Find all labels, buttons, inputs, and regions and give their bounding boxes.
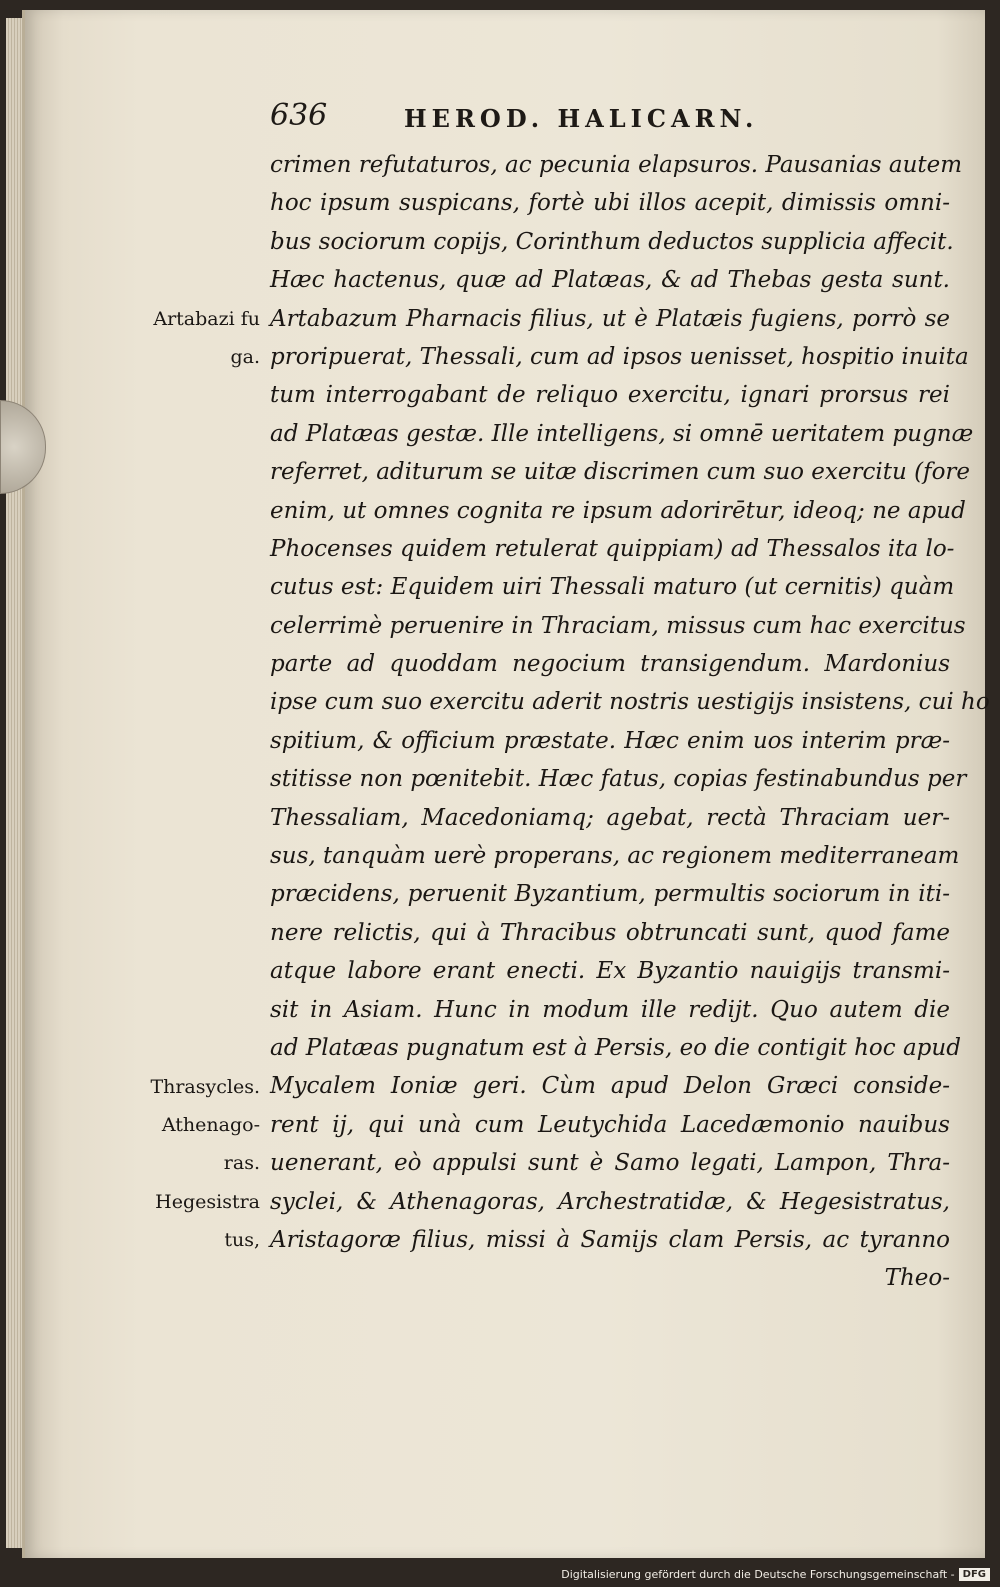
text-line: stitisse non pœnitebit. Hæc fatus, copias festinabundus per [270,766,967,793]
running-head: HEROD. HALICARN. [404,104,759,133]
text-line: tum interrogabant de reliquo exercitu, ignari prorsus rei [270,382,950,409]
text-line: Thessaliam, Macedoniamq; agebat, rectà Thraciam uer- [270,804,950,831]
text-line: ad Platæas pugnatum est à Persis, eo die contigit hoc apud [270,1034,961,1061]
credit-text: Digitalisierung gefördert durch die Deutsche Forschungsgemeinschaft - [561,1568,955,1581]
text-line: nere relictis, qui à Thracibus obtruncati sunt, quod fame [270,919,950,946]
text-body [270,146,990,1298]
text-line: præcidens, peruenit Byzantium, permultis sociorum in iti- [270,881,950,908]
margin-note: Athenago- [161,1114,260,1136]
text-line: atque labore erant enecti. Ex Byzantio nauigijs transmi- [270,958,950,985]
dfg-logo: DFG [959,1568,990,1581]
text-line: uenerant, eò appulsi sunt è Samo legati, Lampon, Thra- [270,1150,950,1177]
page-number: 636 [270,98,328,133]
text-line: syclei, & Athenagoras, Archestratidæ, & Hegesistratus, [270,1188,950,1215]
text-line: proripuerat, Thessali, cum ad ipsos uenisset, hospitio inuita [270,343,969,370]
text-line: cutus est: Equidem uiri Thessali maturo (ut cernitis) quàm [270,574,955,601]
margin-note: Artabazi fu [153,307,260,330]
text-line: sus, tanquàm uerè properans, ac regionem mediterraneam [270,843,960,870]
text-line: rent ij, qui unà cum Leutychida Lacedæmonio nauibus [270,1111,950,1138]
text-line: Hæc hactenus, quæ ad Platæas, & ad Thebas gesta sunt. [270,267,950,294]
text-line: referret, aditurum se uitæ discrimen cum suo exercitu (fore [270,459,971,486]
text-line: crimen refutaturos, ac pecunia elapsuros. Pausanias autem [270,152,963,178]
text-line: parte ad quoddam negocium transigendum. Mardonius [270,651,950,678]
digitization-credit [561,1568,990,1581]
margin-note: ras. [223,1152,260,1175]
text-line: spitium, & officium præstate. Hæc enim uos interim præ- [270,727,950,754]
text-line: hoc ipsum suspicans, fortè ubi illos acepit, dimissis omni- [270,190,950,217]
page-header [270,98,950,142]
text-line: sit in Asiam. Hunc in modum ille redijt. Quo autem die [270,996,950,1023]
margin-note: Thrasycles. [150,1075,260,1098]
text-line: enim, ut omnes cognita re ipsum adorirētur, ideoq; ne apud [270,497,966,524]
text-line: bus sociorum copijs, Corinthum deductos supplicia affecit. [270,228,954,255]
margin-note: ga. [230,346,260,368]
text-line: celerrimè peruenire in Thraciam, missus cum hac exercitus [270,612,966,639]
text-line: Artabazum Pharnacis filius, ut è Platæis fugiens, porrò se [270,305,950,332]
text-line: ad Platæas gestæ. Ille intelligens, si omnē ueritatem pugnæ [270,420,974,447]
margin-note: tus, [224,1229,260,1252]
text-line: Phocenses quidem retulerat quippiam) ad Thessalos ita lo- [270,535,955,562]
text-line: Mycalem Ioniæ geri. Cùm apud Delon Græci conside- [270,1073,950,1100]
margin-note: Hegesistra [155,1190,260,1213]
text-line: ipse cum suo exercitu aderit nostris uestigijs insistens, cui ho [270,689,990,716]
text-line: Theo- [884,1265,950,1292]
text-line: Aristagoræ filius, missi à Samijs clam Persis, ac tyranno [270,1226,950,1253]
